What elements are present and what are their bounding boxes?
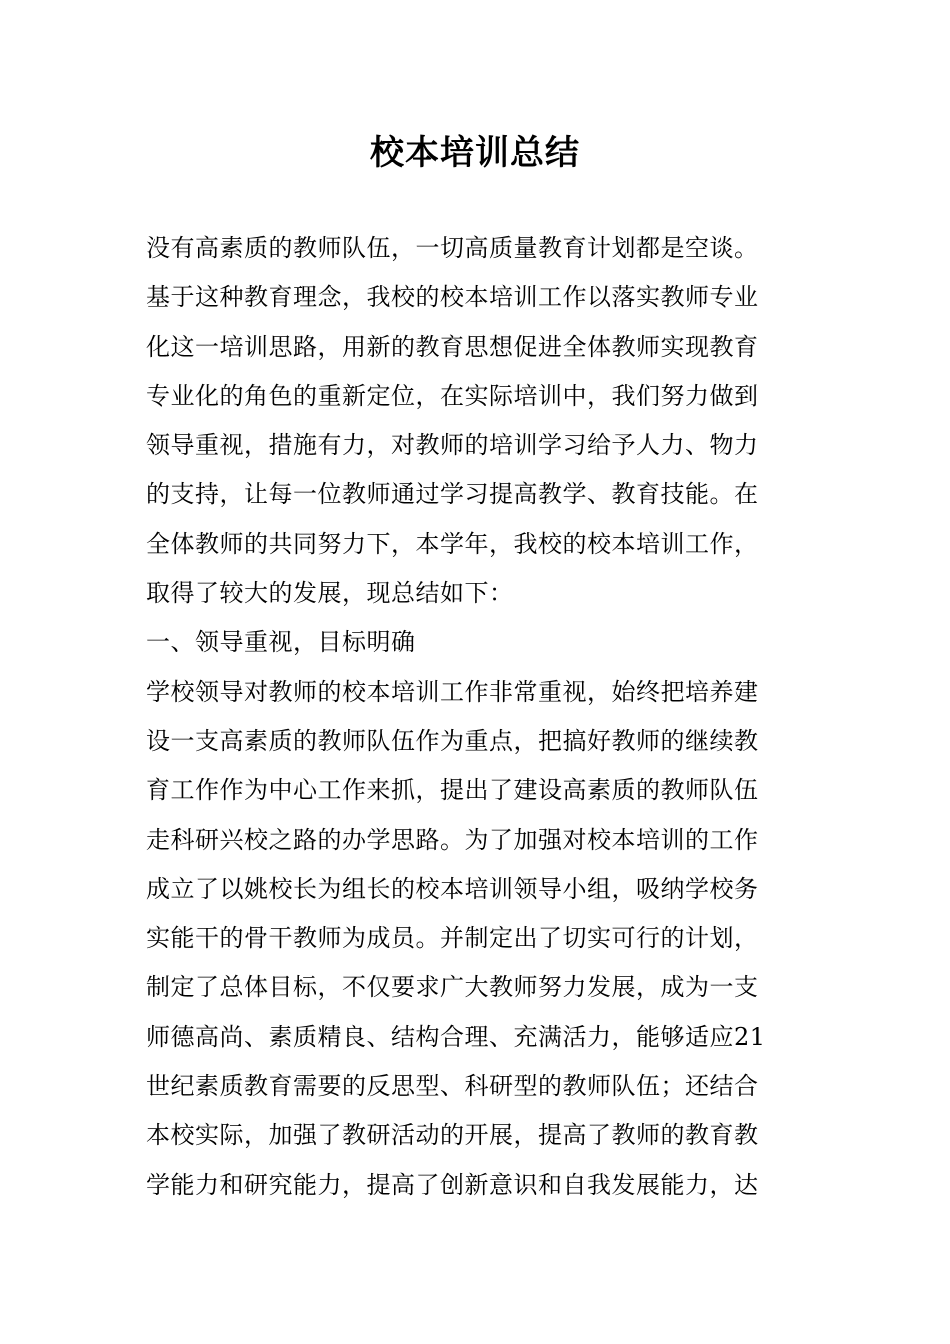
text-line: 领导重视，措施有力，对教师的培训学习给予人力、物力 [146, 431, 759, 460]
document-body [146, 224, 816, 1210]
text-line: 取得了较大的发展，现总结如下： [146, 579, 514, 608]
text-line: 本校实际，加强了教研活动的开展，提高了教师的教育教 [146, 1121, 759, 1150]
text-line: 的支持，让每一位教师通过学习提高教学、教育技能。在 [146, 480, 759, 509]
text-line: 全体教师的共同努力下，本学年，我校的校本培训工作， [146, 529, 759, 558]
text-line: 没有高素质的教师队伍，一切高质量教育计划都是空谈。 [146, 234, 759, 262]
text-line: 学能力和研究能力，提高了创新意识和自我发展能力，达 [146, 1170, 759, 1199]
section-heading: 一、领导重视，目标明确 [146, 628, 416, 657]
text-line: 化这一培训思路，用新的教育思想促进全体教师实现教育 [146, 332, 759, 361]
document-title: 校本培训总结 [370, 133, 580, 173]
text-line: 师德高尚、素质精良、结构合理、充满活力，能够适应21 [146, 1022, 766, 1051]
text-line: 实能干的骨干教师为成员。并制定出了切实可行的计划， [146, 924, 759, 953]
text-line: 制定了总体目标，不仅要求广大教师努力发展，成为一支 [146, 973, 759, 1002]
text-line: 世纪素质教育需要的反思型、科研型的教师队伍；还结合 [146, 1072, 759, 1101]
text-line: 设一支高素质的教师队伍作为重点，把搞好教师的继续教 [146, 726, 759, 755]
text-line: 学校领导对教师的校本培训工作非常重视，始终把培养建 [146, 677, 759, 706]
text-line: 走科研兴校之路的办学思路。为了加强对校本培训的工作 [146, 825, 759, 854]
text-line: 育工作作为中心工作来抓，提出了建设高素质的教师队伍 [146, 776, 759, 805]
text-line: 成立了以姚校长为组长的校本培训领导小组，吸纳学校务 [146, 874, 759, 903]
text-line: 基于这种教育理念，我校的校本培训工作以落实教师专业 [146, 283, 759, 312]
text-line: 专业化的角色的重新定位，在实际培训中，我们努力做到 [146, 381, 759, 410]
